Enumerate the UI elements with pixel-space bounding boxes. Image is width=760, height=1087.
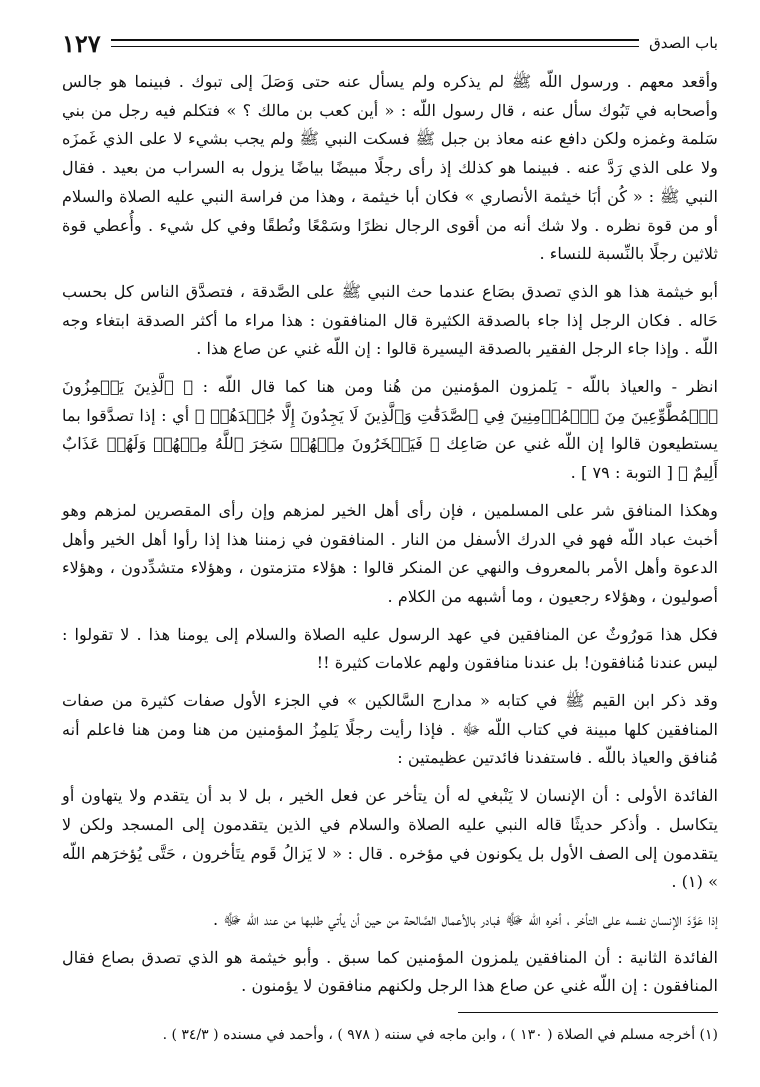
paragraph-tabuk-story: وأقعد معهم . ورسول اللّه ﷺ لم يذكره ولم يسأل عنه حتى وَصَلَ إلى تبوك . فبينما هو جالس وأصحابه في تَبُوك سأل عنه ، قال رسول اللّه : « أين كعب بن مالك ؟ » فتكلم فيه رجل من بني سَلمة وغمزه ولكن دافع عنه معاذ بن جبل ﷺ فسكت النبي ﷺ ولم يجب بشيء لا على الذي غَمزَه ولا على الذي رَدَّ عنه . فبينما هو كذلك إذ رأى رجلًا مبيضًا بياضًا يزول به السراب من بعيد . فقال النبي ﷺ : « كُن أبَا خيثمة الأنصاري » فكان أبا خيثمة ، وهذا من فراسة النبي عليه الصلاة والسلام أو من قوة نظره . ولا شك أنه من أقوى الرجال نظرًا وسَمْعًا ونُطقًا وفي كل شيء . وأُعطي قوة ثلاثين رجلًا بالنِّسبة للنساء . (62, 72, 718, 264)
paragraph-delay: إذا عَوَّدَ الإنسان نفسه على التأخر ، أخره اللّه ﷻ فبادر بالأعمال الصَّالحة من حين أن يأتي طلبها من عند اللّه ﷻ . (213, 909, 718, 929)
footnote-1: (١) أخرجه مسلم في الصلاة ( ١٣٠ ) ، وابن ماجه في سننه ( ٩٧٨ ) ، وأحمد في مسنده ( ٣٤/٣ ) . (162, 1027, 718, 1043)
paragraph-ibn-qayyim: وقد ذكر ابن القيم ﷺ في كتابه « مدارج السَّالكين » في الجزء الأول صفات كثيرة من صفات المنافقين كلها مبينة في كتاب اللّه ﷻ . فإذا رأيت رجلًا يَلمِزُ المؤمنين من هنا ومن هنا فاعلم أنه مُنافق والعياذ باللّه . فاستفدنا فائدتين عظيمتين : (62, 691, 718, 768)
paragraph-quran-verse: انظر - والعياذ باللّه - يَلمزون المؤمنين من هُنا ومن هنا كما قال اللّه : ﴿ ٱلَّذِينَ يَلۡمِزُونَ ٱلۡمُطَّوِّعِينَ مِنَ ٱلۡمُؤۡمِنِينَ فِي ٱلصَّدَقَٰتِ وَٱلَّذِينَ لَا يَجِدُونَ إِلَّا جُهۡدَهُمۡ ﴾ أي : إذا تصدَّقوا بما يستطيعون قالوا إن اللّه غني عن صَاعِك ﴿ فَيَسۡخَرُونَ مِنۡهُمۡ سَخِرَ ٱللَّهُ مِنۡهُمۡ وَلَهُمۡ عَذَابٌ أَلِيمٌ ﴾ [ التوبة : ٧٩ ] . (62, 377, 718, 483)
footnote-rule (458, 1012, 718, 1013)
page-number: ١٢٧ (62, 28, 101, 58)
chapter-title: باب الصدق (649, 34, 718, 52)
header-rule (111, 39, 639, 47)
paragraph-second-benefit: الفائدة الثانية : أن المنافقين يلمزون المؤمنين كما سبق . وأبو خيثمة هو الذي تصدق بصاع فقال المنافقون : إن اللّه غني عن صاع هذا الرجل ولكنهم منافقون لا يؤمنون . (62, 947, 718, 996)
paragraph-inherited: فكل هذا مَورُوثٌ عن المنافقين في عهد الرسول عليه الصلاة والسلام إلى يومنا هذا . لا تقولوا : ليس عندنا مُنافقون! بل عندنا منافقون ولهم علامات كثيرة !! (62, 624, 718, 673)
footnotes (62, 1012, 718, 1045)
paragraph-hypocrite-traits: وهكذا المنافق شر على المسلمين ، فإن رأى أهل الخير لمزهم وإن رأى المقصرين لمزهم وهو أخبث عباد اللّه فهو في الدرك الأسفل من النار . المنافقون في زمننا هذا إذا رأوا أهل الخير وأهل الدعوة وأهل الأمر بالمعروف والنهي عن المنكر قالوا : هؤلاء متزمتون ، وهؤلاء متشدِّدون ، وهؤلاء أصوليون ، وهؤلاء رجعيون ، وما أشبهه من الكلام . (62, 500, 718, 606)
page-body (62, 68, 718, 1010)
page-header (62, 28, 718, 58)
paragraph-first-benefit: الفائدة الأولى : أن الإنسان لا يَنْبغي له أن يتأخر عن فعل الخير ، بل لا بد أن يتقدم ولا يتهاون أو يتكاسل . وأذكر حديثًا قاله النبي عليه الصلاة والسلام في الذين يتقدمون إلى المسجد ولكن لا يتقدمون إلى الصف الأول بل يكونون في مؤخره . قال : « لا يَزالُ قَوم يتَأخرون ، حَتَّى يُؤخرَهم اللّه » (١) . (62, 786, 718, 892)
paragraph-abu-khaythama: أبو خيثمة هذا هو الذي تصدق بصَاع عندما حث النبي ﷺ على الصَّدقة ، فتصدَّق الناس كل بحسب حَاله . فكان الرجل إذا جاء بالصدقة الكثيرة قال المنافقون : هذا مراء ما أكثر الصدقة ابتغاء وجه اللّه . وإذا جاء الرجل الفقير بالصدقة اليسيرة قالوا : إن اللّه غني عن صاع هذا . (62, 281, 718, 359)
